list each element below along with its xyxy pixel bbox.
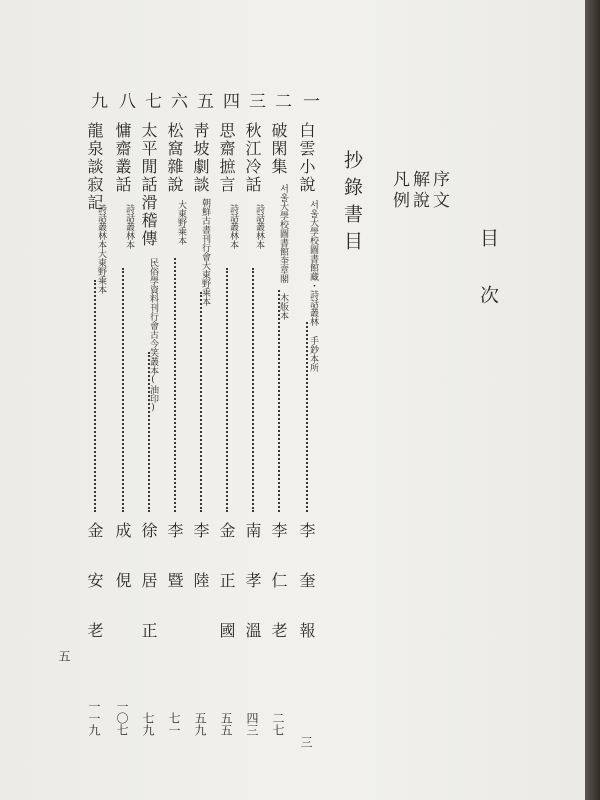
entry-note: 朝鮮古書刊行會大東野乘本 bbox=[200, 198, 210, 306]
entry-author: 南孝溫 bbox=[243, 522, 262, 672]
entry-number: 四 bbox=[219, 92, 239, 109]
section-heading: 抄錄書目 bbox=[341, 150, 363, 258]
entry-number: 七 bbox=[141, 92, 161, 109]
entry-page: 五九 bbox=[193, 712, 207, 736]
entry-note: 서울大學校圖書館奎章閣 木版本 bbox=[278, 184, 288, 320]
leader-dots bbox=[252, 268, 254, 512]
leader-dots bbox=[226, 268, 228, 512]
toc-title: 目次 bbox=[477, 228, 499, 342]
entry-note: 詩話叢林本 bbox=[228, 204, 238, 249]
entry-author: 金安老 bbox=[85, 522, 104, 672]
entry-title: 慵齋叢話 bbox=[113, 122, 132, 194]
entry-author: 徐居正 bbox=[139, 522, 158, 672]
entry-title: 秋江冷話 bbox=[243, 122, 262, 194]
entry-title: 靑坡劇談 bbox=[191, 122, 210, 194]
entry-number: 八 bbox=[115, 92, 135, 109]
book-edge bbox=[585, 0, 600, 800]
entry-note: 大東野乘本 bbox=[176, 200, 186, 245]
entry-page: 二七 bbox=[271, 712, 285, 736]
entry-author: 金正國 bbox=[217, 522, 236, 672]
entry-number: 九 bbox=[87, 92, 107, 109]
leader-dots bbox=[306, 322, 308, 512]
entry-page: 三 bbox=[299, 736, 313, 748]
entry-title: 松窩雜說 bbox=[165, 122, 184, 194]
entry-note: 서울大學校圖書館藏・詩話叢林 手鈔本所 bbox=[308, 200, 318, 372]
leader-dots bbox=[122, 268, 124, 512]
entry-author: 李奎報 bbox=[297, 522, 316, 672]
entry-page: 七一 bbox=[167, 712, 181, 736]
leader-dots bbox=[200, 292, 202, 512]
entry-title: 太平閒話滑稽傳 bbox=[139, 122, 158, 248]
entry-number: 五 bbox=[193, 92, 213, 109]
leader-dots bbox=[174, 258, 176, 512]
page-number: 五 bbox=[57, 650, 71, 662]
leader-dots bbox=[278, 290, 280, 512]
front-matter-notes: 凡例 bbox=[389, 170, 409, 212]
entry-number: 六 bbox=[167, 92, 187, 109]
entry-title: 龍泉談寂記 bbox=[85, 122, 104, 212]
entry-page: 四三 bbox=[245, 712, 259, 736]
entry-author: 成俔 bbox=[113, 522, 132, 622]
entry-title: 思齋摭言 bbox=[217, 122, 236, 194]
entry-number: 三 bbox=[245, 92, 265, 109]
entry-note: 民俗學資料刊行會古今笑叢本(油印) bbox=[148, 258, 158, 413]
entry-page: 一〇七 bbox=[115, 700, 129, 736]
entry-author: 李暨 bbox=[165, 522, 184, 622]
entry-number: 一 bbox=[299, 92, 319, 109]
entry-title: 白雲小說 bbox=[297, 122, 316, 194]
entry-page: 一一九 bbox=[87, 700, 101, 736]
entry-number: 二 bbox=[271, 92, 291, 109]
entry-page: 七九 bbox=[141, 712, 155, 736]
front-matter-commentary: 解說 bbox=[409, 170, 429, 212]
leader-dots bbox=[148, 352, 150, 512]
entry-page: 五五 bbox=[219, 712, 233, 736]
entry-note: 詩話叢林本大東野乘本 bbox=[96, 204, 106, 294]
front-matter-preface: 序文 bbox=[429, 170, 449, 212]
entry-author: 李仁老 bbox=[269, 522, 288, 672]
entry-title: 破閑集 bbox=[269, 122, 288, 176]
entry-author: 李陸 bbox=[191, 522, 210, 622]
entry-note: 詩話叢林本 bbox=[254, 204, 264, 249]
entry-note: 詩話叢林本 bbox=[124, 204, 134, 249]
leader-dots bbox=[94, 280, 96, 512]
